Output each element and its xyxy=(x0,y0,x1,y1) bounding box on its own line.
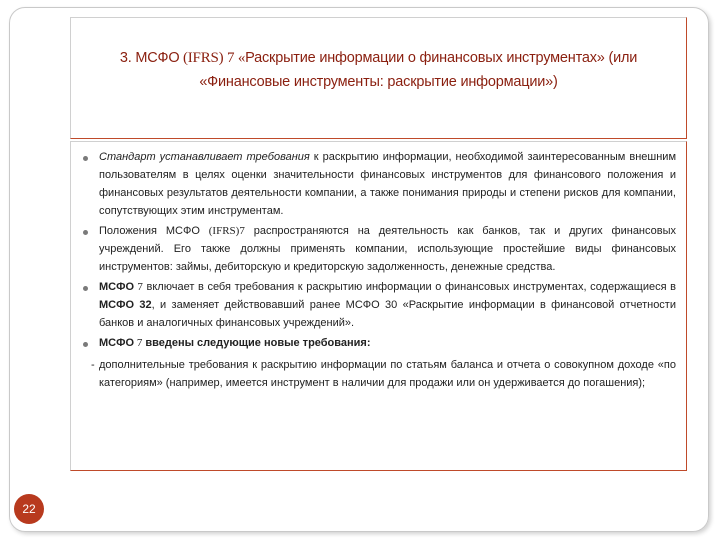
bullet-2-code: (IFRS)7 xyxy=(208,225,245,237)
bullet-2 xyxy=(99,222,676,276)
bullet-1-lead: Стандарт устанавливает требования xyxy=(99,151,310,163)
title-code: МСФО xyxy=(135,50,180,66)
bullet-dot xyxy=(83,230,88,235)
bullet-4 xyxy=(99,334,676,352)
dash-item xyxy=(91,356,676,392)
bullet-4-lead: МСФО xyxy=(99,337,135,349)
title-line2: «Финансовые инструменты: раскрытие информации») xyxy=(199,74,558,90)
bullet-dot xyxy=(83,286,88,291)
content-box xyxy=(70,141,687,471)
bullet-3-num: 7 xyxy=(134,281,143,293)
bullet-2-text: распространяются на деятельность как банков, так и других финансовых учреждений. Его также должны применять компании, использующие простейшие виды финансовых инструментов: займы, дебиторскую и кредиторскую задолженность, денежные средства. xyxy=(99,225,676,273)
title-main-end: » (или xyxy=(596,50,638,66)
page-number-badge: 22 xyxy=(14,494,44,524)
title-main: Раскрытие информации о финансовых инструментах xyxy=(245,50,597,66)
bullet-dot xyxy=(83,342,88,347)
title-prefix: 3. xyxy=(119,50,136,66)
bullet-3-text-a: включает в себя требования к раскрытию информации о финансовых инструментах, содержащиеся в xyxy=(142,281,676,293)
slide-title xyxy=(83,46,674,94)
bullet-3 xyxy=(99,278,676,332)
bullet-3-ref: МСФО 32 xyxy=(99,299,152,311)
title-box xyxy=(70,17,687,139)
bullet-1 xyxy=(99,148,676,220)
bullet-1-text: к раскрытию информации, необходимой заинтересованным внешним пользователям в целях оценки значительности финансовых инструментов для финансового положения и финансовых результатов деятельности компании, а также понимания природы и степени рисков для компании, сопутствующих этим инструментам. xyxy=(99,151,677,217)
dash-marker: - xyxy=(91,359,95,371)
bullet-dot xyxy=(83,156,88,161)
bullet-2-lead: Положения МСФО xyxy=(99,225,209,237)
dash-item-text: дополнительные требования к раскрытию информации по статьям баланса и отчета о совокупном доходе «по категориям» (например, имеется инструмент в наличии для продажи или он удерживается до погашения); xyxy=(99,359,676,389)
bullet-3-lead: МСФО xyxy=(99,281,135,293)
bullet-4-text: введены следующие новые требования: xyxy=(142,337,371,349)
bullet-3-text-b: , и заменяет действовавший ранее МСФО 30 «Раскрытие информации в финансовой отчетности банков и аналогичных финансовых учреждений». xyxy=(99,299,676,329)
bullet-4-num: 7 xyxy=(134,337,143,349)
title-code-number: (IFRS) 7 « xyxy=(179,50,246,66)
